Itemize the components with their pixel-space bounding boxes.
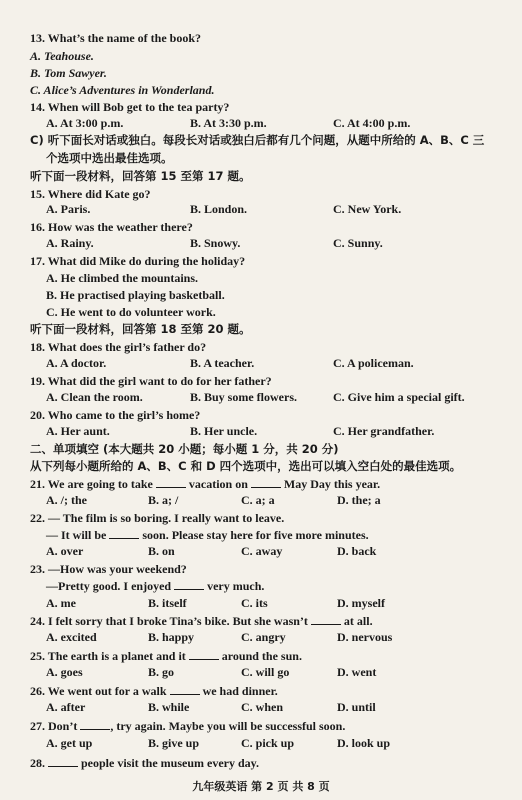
question-21-stem (30, 476, 512, 492)
question-13-option-c: C. Alice’s Adventures in Wonderland. (30, 83, 215, 97)
answer-blank (311, 614, 341, 625)
question-21-option-a: A. /; the (46, 493, 87, 507)
question-27-option-b: B. give up (148, 736, 200, 750)
answer-blank (48, 756, 78, 767)
question-24-option-b: B. happy (148, 630, 195, 644)
question-21-option-c: C. a; a (241, 493, 275, 507)
question-15-option-c: C. New York. (333, 202, 402, 216)
answer-blank (156, 477, 186, 488)
question-26-stem (30, 683, 512, 699)
question-26-option-b: B. while (148, 700, 190, 714)
question-19-option-b: B. Buy some flowers. (190, 390, 297, 404)
question-25-text-post: around the sun. (218, 649, 302, 663)
intro-18: 听下面一段材料，回答第 18 至第 20 题。 (30, 322, 251, 336)
question-25-stem (30, 648, 512, 664)
question-16-option-a: A. Rainy. (46, 236, 94, 250)
question-27-stem (30, 718, 512, 734)
question-13-option-b: B. Tom Sawyer. (30, 66, 107, 80)
question-22-text-pre: — It will be (46, 528, 110, 542)
question-27-text-pre: 27. Don’t (30, 719, 81, 733)
question-15-option-a: A. Paris. (46, 202, 91, 216)
question-25-option-b: B. go (148, 665, 175, 679)
question-20-option-c: C. Her grandfather. (333, 424, 435, 438)
question-27-option-c: C. pick up (241, 736, 295, 750)
answer-blank (170, 684, 200, 695)
question-17-option-c: C. He went to do volunteer work. (46, 305, 216, 319)
question-17-option-b: B. He practised playing basketball. (46, 288, 225, 302)
question-13-option-a: A. Teahouse. (30, 49, 94, 63)
question-26-text-post: we had dinner. (199, 684, 278, 698)
question-14-option-a: A. At 3:00 p.m. (46, 116, 124, 130)
answer-blank (80, 719, 110, 730)
question-21-option-b: B. a; / (148, 493, 179, 507)
question-25-text-pre: 25. The earth is a planet and it (30, 649, 189, 663)
question-27-option-a: A. get up (46, 736, 93, 750)
question-24-option-a: A. excited (46, 630, 97, 644)
question-24-text-pre: 24. I felt sorry that I broke Tina’s bike. But she wasn’t (30, 614, 311, 628)
question-24-text-post: at all. (340, 614, 373, 628)
question-13-stem: 13. What’s the name of the book? (30, 31, 202, 45)
question-18-stem: 18. What does the girl’s father do? (30, 340, 207, 354)
question-21-option-d: D. the; a (337, 493, 381, 507)
question-23-option-d: D. myself (337, 596, 385, 610)
question-24-stem (30, 613, 512, 629)
question-24-option-d: D. nervous (337, 630, 393, 644)
question-22-option-a: A. over (46, 544, 84, 558)
question-23-text-post: very much. (204, 579, 265, 593)
question-14-stem: 14. When will Bob get to the tea party? (30, 100, 230, 114)
question-19-option-a: A. Clean the room. (46, 390, 143, 404)
question-17-stem: 17. What did Mike do during the holiday? (30, 254, 246, 268)
question-20-stem: 20. Who came to the girl’s home? (30, 408, 201, 422)
question-27-option-d: D. look up (337, 736, 391, 750)
question-18-option-a: A. A doctor. (46, 356, 107, 370)
question-28-text-pre: 28. (30, 756, 48, 770)
question-16-option-b: B. Snowy. (190, 236, 241, 250)
question-15-stem: 15. Where did Kate go? (30, 187, 151, 201)
question-23-line2 (46, 578, 512, 594)
question-23-option-b: B. itself (148, 596, 187, 610)
section-c-intro-15: 听下面一段材料，回答第 15 至第 17 题。 (30, 169, 251, 183)
question-19-stem: 19. What did the girl want to do for her father? (30, 374, 272, 388)
question-26-option-d: D. until (337, 700, 376, 714)
question-26-text-pre: 26. We went out for a walk (30, 684, 170, 698)
question-21-text-pre: 21. We are going to take (30, 477, 156, 491)
question-26-option-c: C. when (241, 700, 284, 714)
page-footer: 九年级英语 第 2 页 共 8 页 (192, 780, 330, 793)
question-17-option-a: A. He climbed the mountains. (46, 271, 199, 285)
question-19-option-c: C. Give him a special gift. (333, 390, 465, 404)
question-22-option-d: D. back (337, 544, 377, 558)
question-14-option-c: C. At 4:00 p.m. (333, 116, 411, 130)
question-28-stem (30, 755, 512, 771)
question-23-text-pre: —Pretty good. I enjoyed (46, 579, 175, 593)
question-18-option-c: C. A policeman. (333, 356, 414, 370)
question-16-stem: 16. How was the weather there? (30, 220, 193, 234)
question-23-option-a: A. me (46, 596, 76, 610)
question-25-option-c: C. will go (241, 665, 290, 679)
question-23-line1: 23. —How was your weekend? (30, 562, 187, 576)
question-22-line1: 22. — The film is so boring. I really want to leave. (30, 511, 285, 525)
question-25-option-a: A. goes (46, 665, 83, 679)
question-18-option-b: B. A teacher. (190, 356, 255, 370)
question-27-text-post: , try again. Maybe you will be successful soon. (110, 719, 346, 733)
question-22-line2 (46, 527, 512, 543)
question-20-option-b: B. Her uncle. (190, 424, 258, 438)
question-21-text-mid: vacation on (185, 477, 251, 491)
answer-blank (189, 649, 219, 660)
question-22-text-post: soon. Please stay here for five more minutes. (139, 528, 369, 542)
answer-blank (174, 579, 204, 590)
question-22-option-b: B. on (148, 544, 175, 558)
section-2-title: 二、单项填空 (本大题共 20 小题；每小题 1 分，共 20 分) (30, 442, 339, 456)
section-c-instruction-line1: C) 听下面长对话或独白。每段长对话或独白后都有几个问题，从题中所给的 A、B、C 三 (30, 133, 485, 147)
question-20-option-a: A. Her aunt. (46, 424, 110, 438)
question-24-option-c: C. angry (241, 630, 286, 644)
answer-blank (251, 477, 281, 488)
question-23-option-c: C. its (241, 596, 268, 610)
section-2-instruction: 从下列每小题所给的 A、B、C 和 D 四个选项中，选出可以填入空白处的最佳选项。 (30, 459, 462, 473)
question-16-option-c: C. Sunny. (333, 236, 383, 250)
question-25-option-d: D. went (337, 665, 377, 679)
question-15-option-b: B. London. (190, 202, 248, 216)
question-14-option-b: B. At 3:30 p.m. (190, 116, 267, 130)
question-26-option-a: A. after (46, 700, 86, 714)
question-22-option-c: C. away (241, 544, 283, 558)
question-21-text-post: May Day this year. (280, 477, 381, 491)
answer-blank (109, 528, 139, 539)
question-28-text-post: people visit the museum every day. (78, 756, 259, 770)
section-c-instruction-line2: 个选项中选出最佳选项。 (46, 151, 173, 165)
